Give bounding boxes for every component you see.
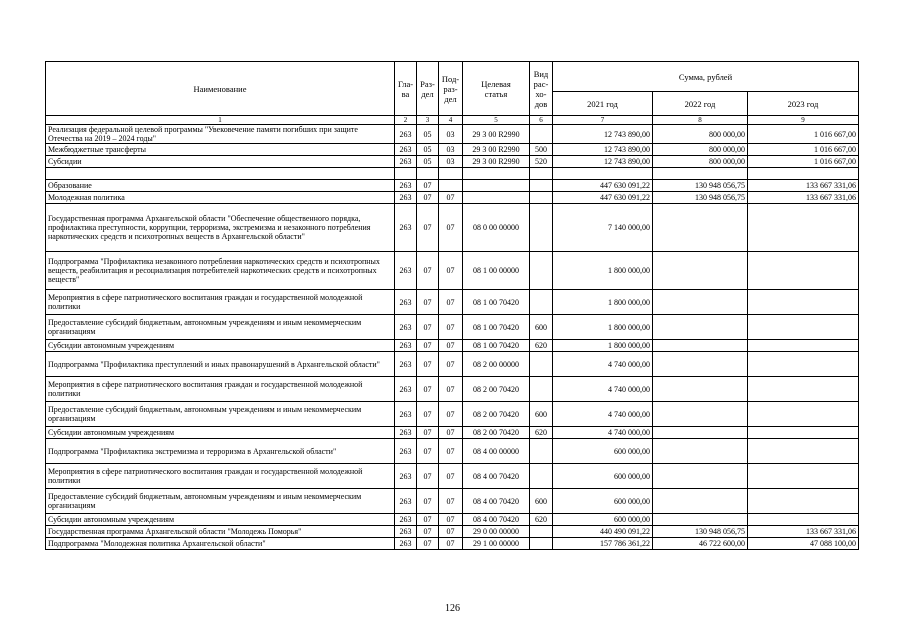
- table-row: [46, 168, 859, 180]
- row-sum-2021: 447 630 091,22: [553, 192, 653, 204]
- row-sum-2022: [653, 439, 748, 464]
- table-row: [46, 180, 859, 192]
- row-sum-2023: 133 667 331,06: [748, 180, 859, 192]
- row-sum-2023: [748, 377, 859, 402]
- row-podrazdel: [439, 180, 463, 192]
- row-sum-2023: 1 016 667,00: [748, 156, 859, 168]
- row-target-article: 08 2 00 00000: [463, 352, 530, 377]
- table-row: [46, 315, 859, 340]
- row-sum-2022: [653, 464, 748, 489]
- row-name: Подпрограмма "Профилактика экстремизма и терроризма в Архангельской области": [46, 439, 395, 464]
- row-sum-2021: 1 800 000,00: [553, 290, 653, 315]
- row-sum-2021: 600 000,00: [553, 514, 653, 526]
- header-glava: Гла- ва: [395, 62, 417, 116]
- row-sum-2021: 7 140 000,00: [553, 204, 653, 252]
- header-year-2021: 2021 год: [553, 92, 653, 116]
- row-expense-type: [530, 352, 553, 377]
- table-row: [46, 489, 859, 514]
- row-podrazdel: [439, 168, 463, 180]
- row-target-article: [463, 192, 530, 204]
- row-glava: 263: [395, 402, 417, 427]
- row-razdel: 07: [417, 290, 439, 315]
- table-row: [46, 340, 859, 352]
- row-podrazdel: 07: [439, 377, 463, 402]
- row-sum-2023: 1 016 667,00: [748, 144, 859, 156]
- row-podrazdel: 07: [439, 252, 463, 290]
- header-vid: Вид рас- хо- дов: [530, 62, 553, 116]
- row-sum-2023: [748, 489, 859, 514]
- row-target-article: 08 2 00 70420: [463, 402, 530, 427]
- table-body: [46, 125, 859, 550]
- row-target-article: 08 2 00 70420: [463, 377, 530, 402]
- row-name: Реализация федеральной целевой программы "Увековечение памяти погибших при защите Отечества на 2019 – 2024 годы": [46, 125, 395, 144]
- row-target-article: 08 1 00 00000: [463, 252, 530, 290]
- row-name: Государственная программа Архангельской области "Молодежь Поморья": [46, 526, 395, 538]
- row-podrazdel: 07: [439, 427, 463, 439]
- row-razdel: 07: [417, 192, 439, 204]
- row-glava: [395, 168, 417, 180]
- row-glava: 263: [395, 538, 417, 550]
- column-index: 8: [653, 116, 748, 125]
- row-podrazdel: 07: [439, 352, 463, 377]
- row-expense-type: 520: [530, 156, 553, 168]
- row-target-article: 08 4 00 70420: [463, 489, 530, 514]
- table-row: [46, 125, 859, 144]
- row-sum-2021: 600 000,00: [553, 464, 653, 489]
- row-sum-2022: [653, 204, 748, 252]
- header-tselevaya: Целевая статья: [463, 62, 530, 116]
- row-expense-type: 500: [530, 144, 553, 156]
- row-sum-2021: 12 743 890,00: [553, 156, 653, 168]
- row-sum-2021: 4 740 000,00: [553, 377, 653, 402]
- row-sum-2023: 133 667 331,06: [748, 526, 859, 538]
- row-target-article: 29 1 00 00000: [463, 538, 530, 550]
- row-podrazdel: 07: [439, 526, 463, 538]
- row-glava: 263: [395, 125, 417, 144]
- row-sum-2021: 447 630 091,22: [553, 180, 653, 192]
- row-sum-2022: 800 000,00: [653, 156, 748, 168]
- row-target-article: 29 3 00 R2990: [463, 144, 530, 156]
- budget-table-sheet: [45, 61, 858, 550]
- header-summa: Сумма, рублей: [553, 62, 859, 92]
- row-sum-2021: 440 490 091,22: [553, 526, 653, 538]
- row-razdel: 07: [417, 377, 439, 402]
- column-index: 3: [417, 116, 439, 125]
- row-sum-2022: [653, 352, 748, 377]
- row-expense-type: [530, 439, 553, 464]
- row-target-article: [463, 180, 530, 192]
- row-sum-2021: 12 743 890,00: [553, 125, 653, 144]
- row-razdel: 07: [417, 402, 439, 427]
- row-razdel: 07: [417, 180, 439, 192]
- table-row: [46, 290, 859, 315]
- row-name: Государственная программа Архангельской области "Обеспечение общественного порядка, профилактика преступности, коррупции, терроризма, экстремизма и незаконного потребления наркотических средств и психотропных веществ в Архангельской области": [46, 204, 395, 252]
- row-glava: 263: [395, 526, 417, 538]
- row-target-article: 08 4 00 70420: [463, 514, 530, 526]
- table-row: [46, 526, 859, 538]
- row-sum-2022: 800 000,00: [653, 125, 748, 144]
- row-sum-2021: 157 786 361,22: [553, 538, 653, 550]
- row-glava: 263: [395, 489, 417, 514]
- row-expense-type: [530, 377, 553, 402]
- table-row: [46, 377, 859, 402]
- row-razdel: 07: [417, 538, 439, 550]
- header-year-2022: 2022 год: [653, 92, 748, 116]
- row-name: Субсидии автономным учреждениям: [46, 427, 395, 439]
- row-podrazdel: 07: [439, 402, 463, 427]
- row-name: Межбюджетные трансферты: [46, 144, 395, 156]
- row-expense-type: [530, 252, 553, 290]
- row-expense-type: 600: [530, 402, 553, 427]
- row-razdel: 07: [417, 352, 439, 377]
- row-sum-2022: [653, 340, 748, 352]
- row-sum-2023: 47 088 100,00: [748, 538, 859, 550]
- row-sum-2021: 4 740 000,00: [553, 427, 653, 439]
- budget-table: [45, 61, 859, 550]
- row-podrazdel: 07: [439, 439, 463, 464]
- row-razdel: 07: [417, 340, 439, 352]
- table-row: [46, 427, 859, 439]
- row-sum-2022: 130 948 056,75: [653, 526, 748, 538]
- row-glava: 263: [395, 180, 417, 192]
- row-sum-2021: 600 000,00: [553, 439, 653, 464]
- row-sum-2022: 130 948 056,75: [653, 180, 748, 192]
- row-expense-type: [530, 538, 553, 550]
- row-razdel: 07: [417, 514, 439, 526]
- row-razdel: 05: [417, 144, 439, 156]
- header-podrazdel: Под- раз- дел: [439, 62, 463, 116]
- row-sum-2023: [748, 427, 859, 439]
- row-target-article: 08 4 00 00000: [463, 439, 530, 464]
- row-razdel: 07: [417, 204, 439, 252]
- row-sum-2022: [653, 377, 748, 402]
- row-podrazdel: 03: [439, 156, 463, 168]
- column-index: 7: [553, 116, 653, 125]
- row-name: Предоставление субсидий бюджетным, автономным учреждениям и иным некоммерческим организациям: [46, 402, 395, 427]
- table-row: [46, 514, 859, 526]
- row-sum-2022: [653, 514, 748, 526]
- row-target-article: 08 2 00 70420: [463, 427, 530, 439]
- row-podrazdel: 07: [439, 464, 463, 489]
- table-row: [46, 538, 859, 550]
- row-sum-2023: [748, 402, 859, 427]
- table-row: [46, 464, 859, 489]
- row-glava: 263: [395, 377, 417, 402]
- row-razdel: [417, 168, 439, 180]
- row-glava: 263: [395, 352, 417, 377]
- row-sum-2021: 1 800 000,00: [553, 340, 653, 352]
- row-razdel: 07: [417, 464, 439, 489]
- row-sum-2021: 600 000,00: [553, 489, 653, 514]
- row-podrazdel: 03: [439, 144, 463, 156]
- table-row: [46, 144, 859, 156]
- row-glava: 263: [395, 514, 417, 526]
- row-razdel: 07: [417, 489, 439, 514]
- row-name: Подпрограмма "Молодежная политика Архангельской области": [46, 538, 395, 550]
- column-index: 1: [46, 116, 395, 125]
- table-row: [46, 252, 859, 290]
- row-target-article: 29 0 00 00000: [463, 526, 530, 538]
- row-glava: 263: [395, 156, 417, 168]
- row-razdel: 07: [417, 315, 439, 340]
- row-expense-type: [530, 168, 553, 180]
- row-target-article: [463, 168, 530, 180]
- column-index: 9: [748, 116, 859, 125]
- row-expense-type: 620: [530, 340, 553, 352]
- row-expense-type: 620: [530, 514, 553, 526]
- table-row: [46, 192, 859, 204]
- row-sum-2023: [748, 340, 859, 352]
- row-razdel: 05: [417, 125, 439, 144]
- row-target-article: 08 0 00 00000: [463, 204, 530, 252]
- row-sum-2021: 12 743 890,00: [553, 144, 653, 156]
- row-sum-2023: [748, 168, 859, 180]
- row-podrazdel: 07: [439, 290, 463, 315]
- row-target-article: 08 1 00 70420: [463, 340, 530, 352]
- header-name: Наименование: [46, 62, 395, 116]
- row-podrazdel: 07: [439, 204, 463, 252]
- row-glava: 263: [395, 144, 417, 156]
- row-razdel: 07: [417, 252, 439, 290]
- row-name: Мероприятия в сфере патриотического воспитания граждан и государственной молодежной политики: [46, 464, 395, 489]
- row-glava: 263: [395, 340, 417, 352]
- column-index: 6: [530, 116, 553, 125]
- row-sum-2023: [748, 439, 859, 464]
- column-index-row: [46, 116, 859, 125]
- row-glava: 263: [395, 439, 417, 464]
- row-name: Подпрограмма "Профилактика незаконного потребления наркотических средств и психотропных веществ, реабилитация и ресоциализация потребителей наркотических средств и психотропных веществ": [46, 252, 395, 290]
- row-expense-type: [530, 125, 553, 144]
- row-expense-type: 600: [530, 315, 553, 340]
- row-glava: 263: [395, 192, 417, 204]
- row-name: Мероприятия в сфере патриотического воспитания граждан и государственной молодежной политики: [46, 377, 395, 402]
- table-row: [46, 204, 859, 252]
- row-name: Субсидии автономным учреждениям: [46, 340, 395, 352]
- row-sum-2023: 133 667 331,06: [748, 192, 859, 204]
- row-podrazdel: 07: [439, 514, 463, 526]
- row-name: Предоставление субсидий бюджетным, автономным учреждениям и иным некоммерческим организациям: [46, 315, 395, 340]
- row-podrazdel: 07: [439, 538, 463, 550]
- row-target-article: 08 1 00 70420: [463, 290, 530, 315]
- row-sum-2022: 46 722 600,00: [653, 538, 748, 550]
- row-sum-2022: [653, 168, 748, 180]
- header-razdel: Раз- дел: [417, 62, 439, 116]
- row-razdel: 07: [417, 427, 439, 439]
- row-name: Субсидии: [46, 156, 395, 168]
- row-podrazdel: 07: [439, 192, 463, 204]
- row-name: Мероприятия в сфере патриотического воспитания граждан и государственной молодежной политики: [46, 290, 395, 315]
- row-sum-2022: 800 000,00: [653, 144, 748, 156]
- row-expense-type: 620: [530, 427, 553, 439]
- row-target-article: 29 3 00 R2990: [463, 125, 530, 144]
- page-number: 126: [445, 603, 460, 614]
- row-name: Образование: [46, 180, 395, 192]
- row-expense-type: 600: [530, 489, 553, 514]
- row-expense-type: [530, 290, 553, 315]
- row-expense-type: [530, 204, 553, 252]
- table-row: [46, 156, 859, 168]
- column-index: 5: [463, 116, 530, 125]
- row-glava: 263: [395, 464, 417, 489]
- row-name: Субсидии автономным учреждениям: [46, 514, 395, 526]
- table-row: [46, 402, 859, 427]
- row-sum-2021: 1 800 000,00: [553, 315, 653, 340]
- column-index: 2: [395, 116, 417, 125]
- row-sum-2021: 4 740 000,00: [553, 352, 653, 377]
- row-sum-2021: 4 740 000,00: [553, 402, 653, 427]
- row-razdel: 05: [417, 156, 439, 168]
- row-glava: 263: [395, 315, 417, 340]
- row-sum-2022: [653, 315, 748, 340]
- row-glava: 263: [395, 427, 417, 439]
- row-razdel: 07: [417, 439, 439, 464]
- row-name: Подпрограмма "Профилактика преступлений и иных правонарушений в Архангельской области": [46, 352, 395, 377]
- row-sum-2022: [653, 489, 748, 514]
- row-sum-2022: [653, 427, 748, 439]
- row-name: Молодежная политика: [46, 192, 395, 204]
- row-glava: 263: [395, 252, 417, 290]
- row-podrazdel: 03: [439, 125, 463, 144]
- row-glava: 263: [395, 290, 417, 315]
- row-sum-2021: 1 800 000,00: [553, 252, 653, 290]
- row-target-article: 29 3 00 R2990: [463, 156, 530, 168]
- row-expense-type: [530, 180, 553, 192]
- row-podrazdel: 07: [439, 489, 463, 514]
- row-sum-2023: [748, 464, 859, 489]
- row-expense-type: [530, 192, 553, 204]
- row-sum-2021: [553, 168, 653, 180]
- row-sum-2022: [653, 252, 748, 290]
- table-header: [46, 62, 859, 125]
- row-podrazdel: 07: [439, 315, 463, 340]
- row-expense-type: [530, 464, 553, 489]
- column-index: 4: [439, 116, 463, 125]
- table-row: [46, 352, 859, 377]
- row-name: [46, 168, 395, 180]
- row-razdel: 07: [417, 526, 439, 538]
- row-sum-2023: [748, 315, 859, 340]
- row-sum-2022: [653, 402, 748, 427]
- row-sum-2023: [748, 352, 859, 377]
- row-target-article: 08 1 00 70420: [463, 315, 530, 340]
- header-year-2023: 2023 год: [748, 92, 859, 116]
- row-sum-2022: 130 948 056,75: [653, 192, 748, 204]
- row-sum-2023: [748, 252, 859, 290]
- row-target-article: 08 4 00 70420: [463, 464, 530, 489]
- row-sum-2022: [653, 290, 748, 315]
- table-row: [46, 439, 859, 464]
- row-expense-type: [530, 526, 553, 538]
- row-podrazdel: 07: [439, 340, 463, 352]
- row-glava: 263: [395, 204, 417, 252]
- row-sum-2023: [748, 290, 859, 315]
- row-name: Предоставление субсидий бюджетным, автономным учреждениям и иным некоммерческим организациям: [46, 489, 395, 514]
- row-sum-2023: [748, 514, 859, 526]
- row-sum-2023: [748, 204, 859, 252]
- row-sum-2023: 1 016 667,00: [748, 125, 859, 144]
